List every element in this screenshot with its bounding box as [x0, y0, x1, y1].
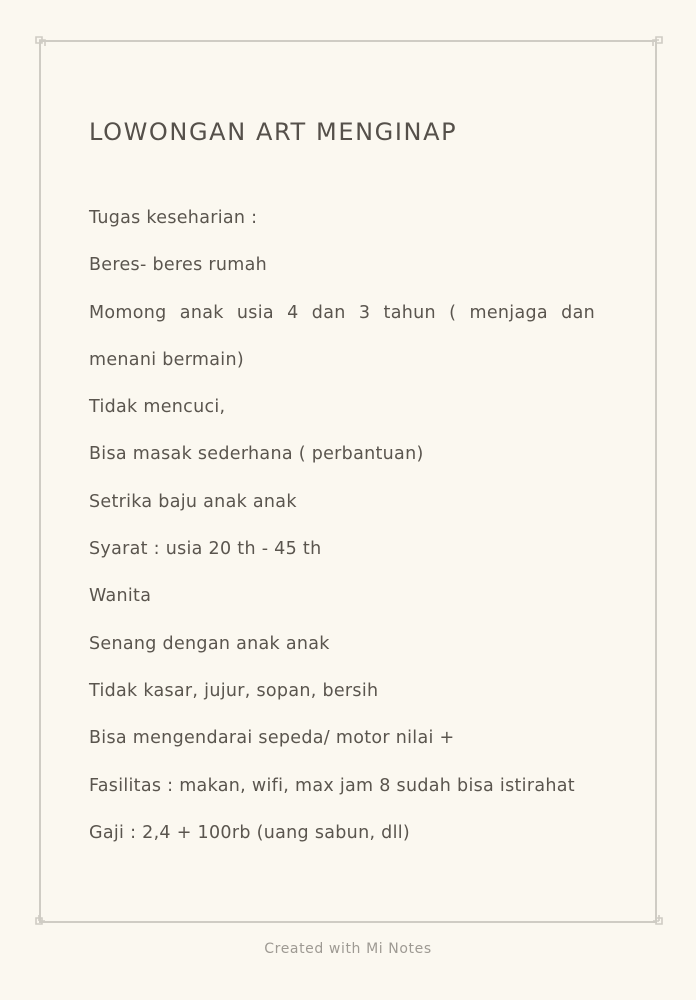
- note-line: Fasilitas : makan, wifi, max jam 8 sudah bisa istirahat: [89, 775, 575, 796]
- note-line: Setrika baju anak anak: [89, 491, 297, 512]
- note-title: LOWONGAN ART MENGINAP: [89, 118, 458, 146]
- note-line: Momong anak usia 4 dan 3 tahun ( menjaga dan: [89, 302, 595, 323]
- footer-credit: Created with Mi Notes: [264, 941, 432, 957]
- note-line: menani bermain): [89, 349, 244, 370]
- corner-ornament-icon: [651, 36, 661, 46]
- corner-ornament-icon: [35, 913, 45, 923]
- note-line: Bisa mengendarai sepeda/ motor nilai +: [89, 728, 455, 749]
- note-line: Beres- beres rumah: [89, 255, 268, 276]
- note-line: Tidak mencuci,: [89, 397, 226, 418]
- note-line: Tugas keseharian :: [89, 208, 258, 228]
- note-line: Bisa masak sederhana ( perbantuan): [89, 444, 424, 465]
- note-line: Gaji : 2,4 + 100rb (uang sabun, dll): [89, 822, 411, 843]
- note-body: [89, 195, 609, 857]
- note-line: Tidak kasar, jujur, sopan, bersih: [89, 680, 379, 701]
- note-line: Senang dengan anak anak: [89, 633, 330, 654]
- corner-ornament-icon: [651, 913, 661, 923]
- note-line: Wanita: [89, 586, 152, 607]
- corner-ornament-icon: [35, 36, 45, 46]
- note-line: Syarat : usia 20 th - 45 th: [89, 539, 322, 560]
